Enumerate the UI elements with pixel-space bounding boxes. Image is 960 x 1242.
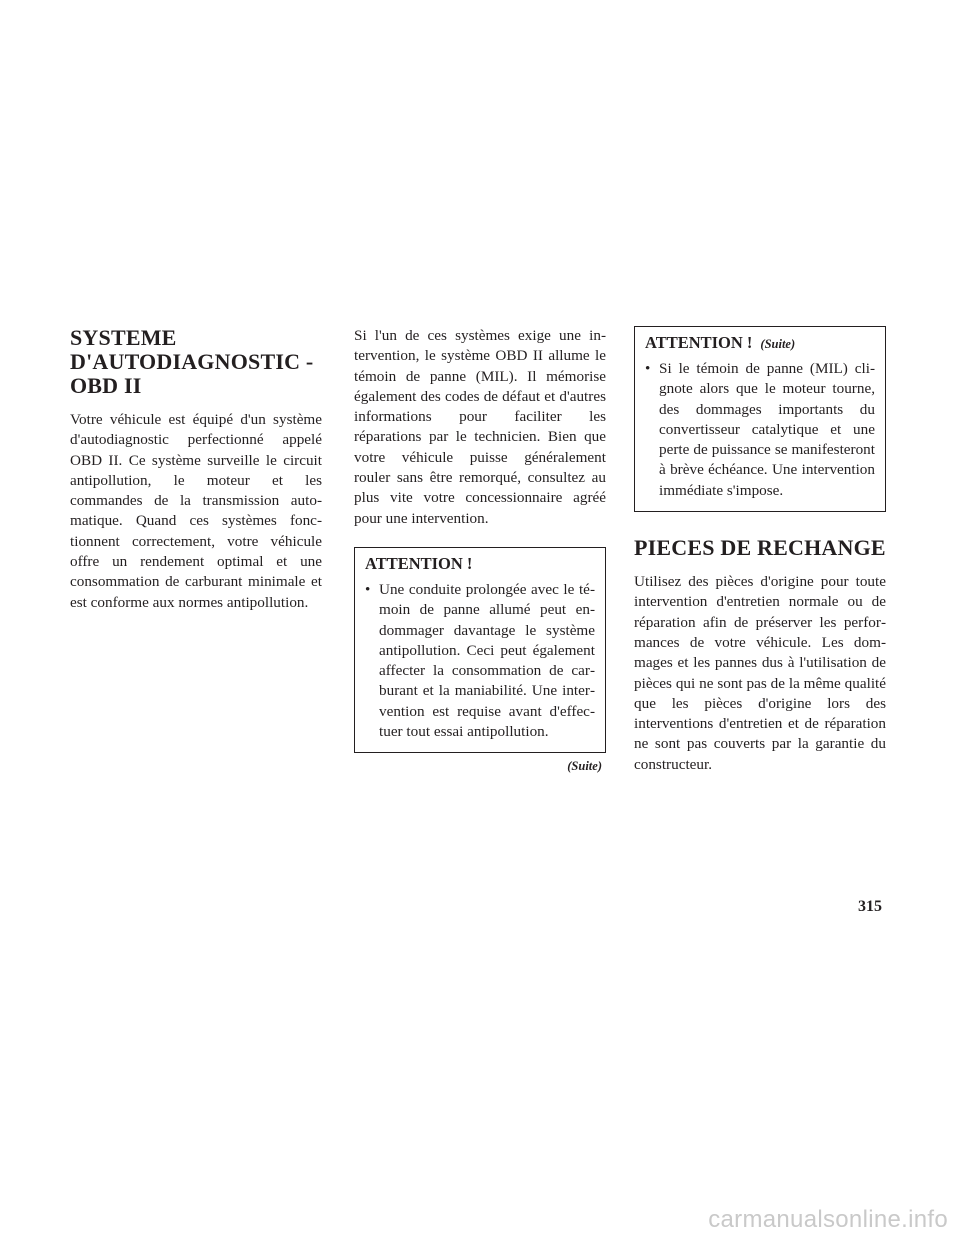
warning-bullet-text: Une conduite prolongée avec le témoin de panne allumé peut endommager davantage le système antipollution. Ceci peut également affecter la consommation de carburant et la maniabilité. Une intervention est requise avant d'effectuer tout essai antipollution. [379,580,595,741]
warning-title-continued: ATTENTION ! [645,333,753,352]
watermark: carmanualsonline.info [708,1206,948,1233]
warning-bullet-continued [645,359,875,501]
warning-box-mil [354,547,606,753]
section-title-obd: SYSTEME D'AUTODIAGNOSTIC - OBD II [70,325,314,398]
warning-title: ATTENTION ! [365,553,473,573]
warning-continued-label: (Suite) [760,337,796,351]
warning-box-continued [634,326,886,512]
obd-service-paragraph: Si l'un de ces systèmes exige une intervention, le système OBD II allume le témoin de panne (MIL). Il mémorise également des codes de défaut et d'autres informations pour faciliter les réparations par le technicien. Bien que votre véhicule puisse généralement rouler sans être remorqué, consultez au plus vite votre concessionnaire agréé pour une intervention. [354,327,606,527]
page-number: 315 [858,898,882,915]
obd-intro-paragraph: Votre véhicule est équipé d'un système d'autodiagnostic perfectionné appelé OBD II. Ce système surveille le circuit antipollution, le moteur et les commandes de la transmission automatique. Quand ces systèmes fonctionnent correctement, votre véhicule offre un rendement optimal et une consommation de carburant minimale et est conforme aux normes antipollution. [70,411,322,611]
bullet-dot-icon: • [365,580,371,598]
column-right [634,326,886,775]
continued-label: (Suite) [567,759,602,774]
bullet-dot-icon: • [645,360,651,377]
warning-bullet-continued-text: Si le témoin de panne (MIL) clignote alors que le moteur tourne, des dommages importants du convertisseur catalytique et une perte de puissance se manifesteront à brève échéance. Une intervention immédiate s'impose. [659,360,875,499]
column-middle [354,326,606,774]
warning-header-continued [645,333,875,353]
warning-bullet [365,580,595,742]
column-left [70,326,322,613]
warning-header [365,554,595,574]
parts-paragraph: Utilisez des pièces d'origine pour toute intervention d'entretien normale ou de réparation afin de préserver les performances de votre véhicule. Les dommages et les pannes dus à l'utilisation de pièces qui ne sont pas de la même qualité que les pièces d'origine lors des interventions d'entretien et de réparation ne sont pas couverts par la garantie du constructeur. [634,573,886,773]
section-title-parts: PIECES DE RECHANGE [634,535,886,561]
